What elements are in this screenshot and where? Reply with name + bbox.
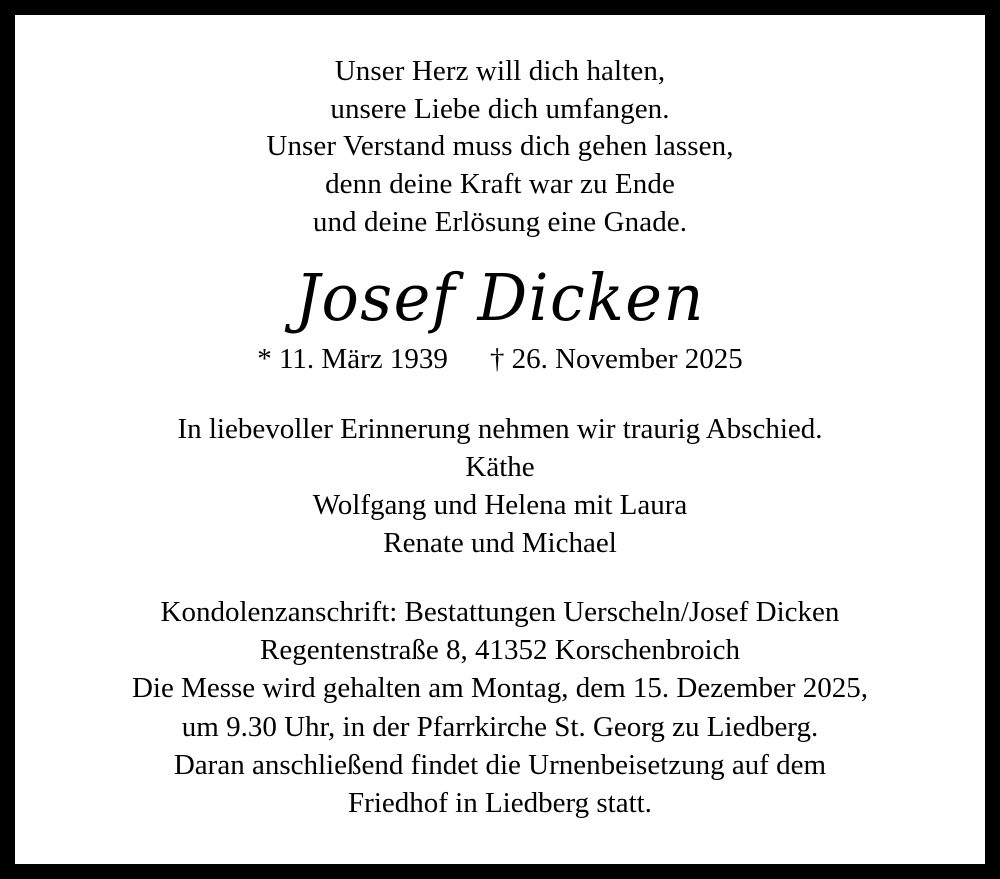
verse-line: und deine Erlösung eine Gnade. <box>312 205 688 238</box>
mourner-name: Käthe <box>465 450 535 483</box>
mourners-section <box>177 410 822 563</box>
condolence-label: Kondolenzanschrift: Bestattungen Uerscheln/Josef Dicken <box>160 595 840 628</box>
mourning-intro: In liebevoller Erinnerung nehmen wir traurig Abschied. <box>177 412 823 445</box>
verse-line: Unser Verstand muss dich gehen lassen, <box>266 130 734 163</box>
memorial-verse <box>266 53 733 241</box>
mourner-name: Renate und Michael <box>383 527 617 560</box>
verse-line: unsere Liebe dich umfangen. <box>330 92 670 125</box>
service-line: Die Messe wird gehalten am Montag, dem 15. Dezember 2025, <box>131 672 869 705</box>
verse-line: denn deine Kraft war zu Ende <box>325 168 675 201</box>
obituary-content <box>12 12 988 867</box>
service-line: um 9.30 Uhr, in der Pfarrkirche St. Georg zu Liedberg. <box>181 710 819 743</box>
mourner-name: Wolfgang und Helena mit Laura <box>312 489 688 522</box>
condolence-address: Regentenstraße 8, 41352 Korschenbroich <box>260 634 740 667</box>
death-date: † 26. November 2025 <box>489 343 743 376</box>
service-line: Daran anschließend findet die Urnenbeisetzung auf dem <box>173 748 827 781</box>
deceased-name: Josef Dicken <box>295 259 705 336</box>
service-line: Friedhof in Liedberg statt. <box>348 787 652 820</box>
verse-line: Unser Herz will dich halten, <box>334 55 666 87</box>
life-dates <box>257 341 743 377</box>
funeral-details <box>132 593 868 823</box>
birth-date: * 11. März 1939 <box>257 343 448 376</box>
